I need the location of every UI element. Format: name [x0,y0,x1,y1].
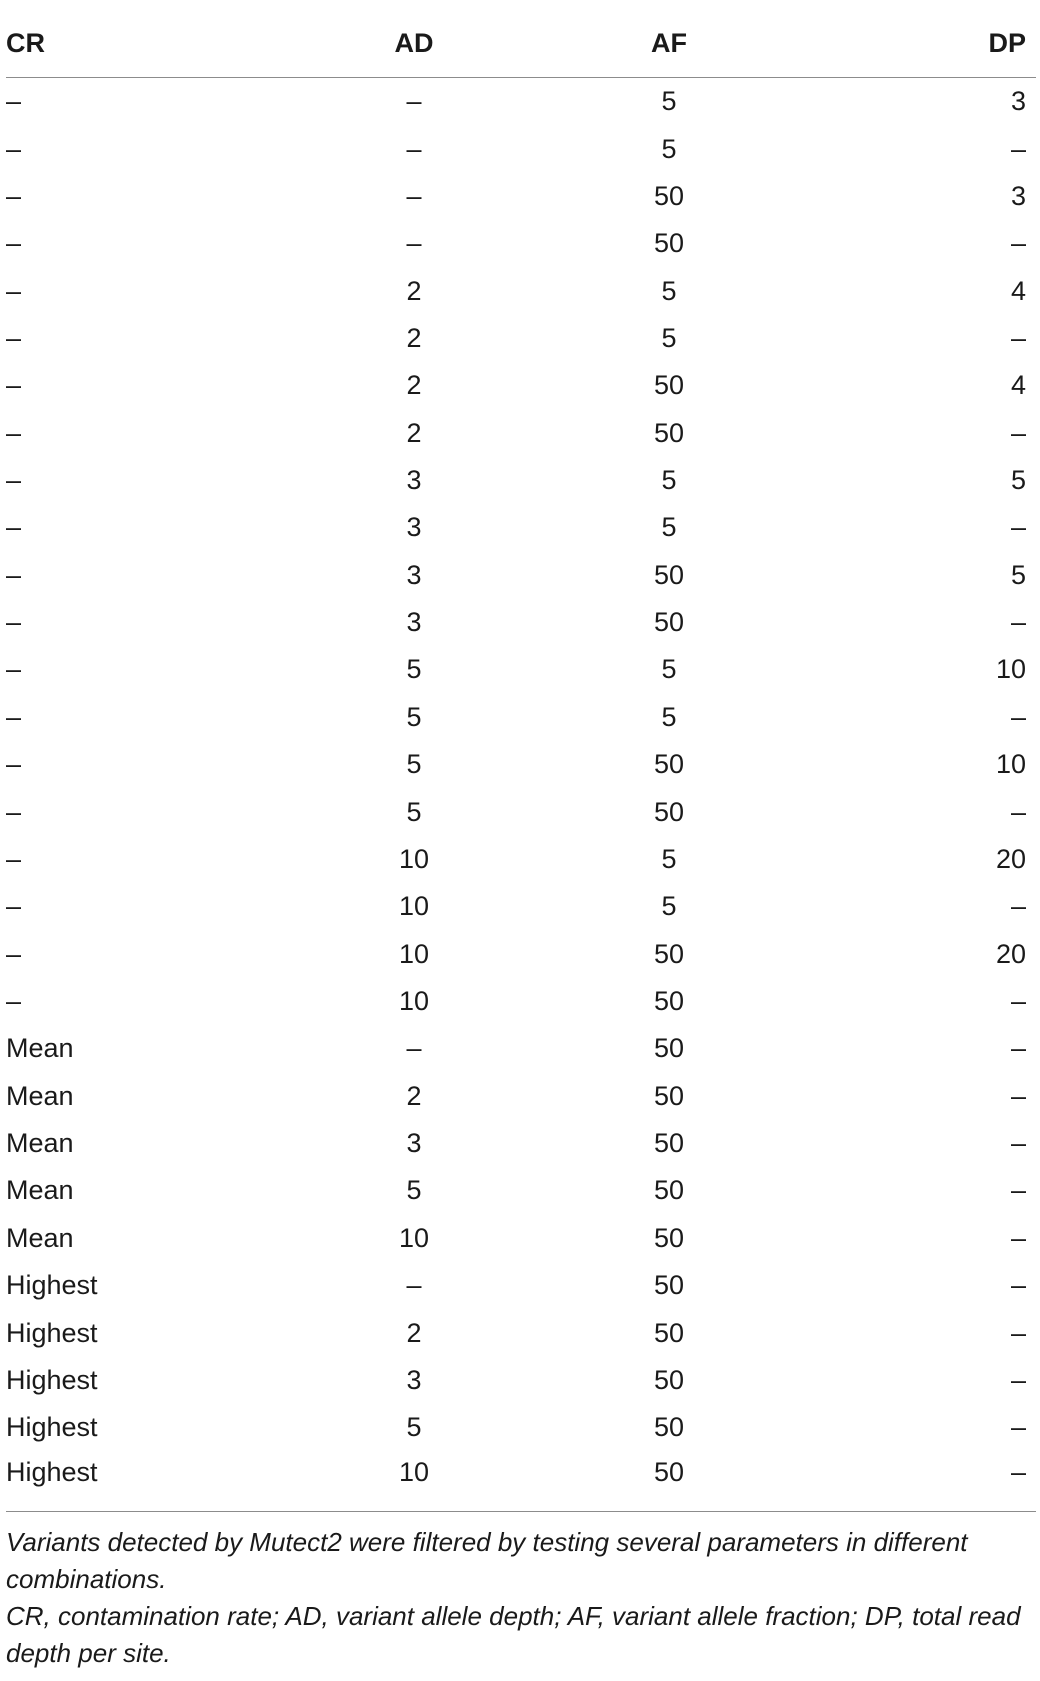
cell-dp: 20 [995,938,1026,969]
cell-af: 50 [654,1175,685,1206]
cell-ad: 2 [406,370,422,401]
table-row [6,362,1036,409]
cell-cr: Highest [6,1451,312,1512]
cell-cr: Mean [6,1222,74,1253]
cell-ad: 10 [399,938,430,969]
cell-dp: – [1010,417,1026,448]
cell-ad: – [406,86,422,117]
table-row [6,552,1036,599]
cell-dp: – [1010,228,1026,259]
table-row [6,504,1036,551]
cell-dp: – [1010,891,1026,922]
cell-ad: 3 [406,1364,422,1395]
cell-dp: – [1010,607,1026,638]
cell-dp: – [1010,1128,1026,1159]
table-row [6,788,1036,835]
table-row [6,978,1036,1025]
table-row [6,1309,1036,1356]
cell-ad: – [406,180,422,211]
cell-af: 5 [661,465,677,496]
table-row [6,599,1036,646]
cell-dp: 20 [995,843,1026,874]
cell-ad: 5 [406,701,422,732]
cell-ad: 2 [406,1080,422,1111]
cell-ad: 2 [406,322,422,353]
table-row [6,1167,1036,1214]
cell-cr: – [6,654,22,685]
table-row [6,741,1036,788]
cell-ad: 3 [406,559,422,590]
cell-ad: 5 [406,796,422,827]
cell-af: 50 [654,180,685,211]
cell-cr: – [6,843,22,874]
cell-af: 50 [654,1033,685,1064]
cell-af: 50 [654,1364,685,1395]
header-af: AF [516,10,822,78]
cell-dp: – [1010,796,1026,827]
cell-cr: Highest [6,1270,98,1301]
cell-ad: 10 [399,843,430,874]
cell-cr: Highest [6,1364,98,1395]
cell-af: 50 [654,938,685,969]
cell-dp: – [1010,1364,1026,1395]
table-row [6,173,1036,220]
table-row [6,1215,1036,1262]
cell-ad: 10 [399,986,430,1016]
cell-af: 50 [654,1128,685,1159]
cell-cr: – [6,86,22,117]
table-body [6,78,1036,1512]
cell-dp: – [1010,701,1026,732]
table-header [6,10,1036,78]
cell-cr: – [6,417,22,448]
cell-ad: 5 [406,1412,422,1443]
cell-af: 5 [661,133,677,164]
cell-cr: – [6,133,22,164]
cell-ad: 3 [406,1128,422,1159]
cell-cr: – [6,749,22,780]
parameters-table [6,10,1036,1512]
cell-cr: – [6,559,22,590]
cell-cr: Highest [6,1412,98,1443]
table-row [6,267,1036,314]
cell-af: 50 [654,1270,685,1301]
cell-dp: – [1010,1317,1026,1348]
cell-cr: Mean [6,1128,74,1159]
cell-cr: – [6,322,22,353]
cell-ad: 3 [406,607,422,638]
cell-af: 50 [654,749,685,780]
table-row [6,694,1036,741]
cell-cr: – [6,701,22,732]
table-row [6,1073,1036,1120]
table-row [6,315,1036,362]
cell-ad: 2 [406,275,422,306]
cell-ad: 10 [399,891,430,922]
cell-cr: – [6,180,22,211]
cell-cr: – [6,275,22,306]
cell-dp: – [1010,1080,1026,1111]
cell-cr: – [6,938,22,969]
cell-cr: – [6,796,22,827]
cell-dp: 10 [995,654,1026,685]
cell-dp: – [1010,1222,1026,1253]
cell-dp: – [1010,1412,1026,1443]
cell-ad: 2 [406,417,422,448]
table-row [6,1262,1036,1309]
table-row [6,457,1036,504]
cell-af: 50 [654,1222,685,1253]
cell-ad: 10 [399,1222,430,1253]
cell-dp: 4 [1010,275,1026,306]
cell-af: 5 [661,322,677,353]
cell-cr: Mean [6,1033,74,1064]
footnote-description: Variants detected by Mutect2 were filtered by testing several parameters in different combinations. [6,1527,968,1594]
cell-af: 50 [654,1080,685,1111]
cell-af: 50 [654,370,685,401]
cell-cr: Mean [6,1175,74,1206]
cell-ad: 10 [312,1451,516,1512]
cell-dp: 3 [1010,180,1026,211]
cell-af: 5 [661,275,677,306]
footnote-abbreviations: CR, contamination rate; AD, variant allele depth; AF, variant allele fraction; DP, total read depth per site. [6,1601,1021,1668]
cell-af: 5 [661,654,677,685]
cell-ad: 5 [406,1175,422,1206]
table-row [6,1451,1036,1512]
cell-dp: 3 [1010,86,1026,117]
cell-cr: – [6,986,22,1016]
cell-ad: – [406,1033,422,1064]
cell-ad: – [406,1270,422,1301]
cell-dp: – [1010,1033,1026,1064]
cell-dp: – [1010,133,1026,164]
cell-ad: – [406,228,422,259]
table-row [6,646,1036,693]
table-row [6,220,1036,267]
cell-af: 50 [654,1317,685,1348]
table-footnotes [6,1524,1036,1672]
header-dp: DP [822,10,1036,78]
cell-cr: Mean [6,1080,74,1111]
cell-dp: – [822,1451,1036,1512]
table-row [6,1357,1036,1404]
cell-ad: 3 [406,465,422,496]
cell-dp: 10 [995,749,1026,780]
cell-af: 50 [654,1412,685,1443]
cell-af: 50 [516,1451,822,1512]
cell-dp: – [1010,512,1026,543]
table-row [6,836,1036,883]
cell-cr: – [6,465,22,496]
cell-dp: 5 [1010,559,1026,590]
cell-af: 50 [654,559,685,590]
cell-cr: – [6,891,22,922]
cell-ad: 3 [406,512,422,543]
cell-dp: 4 [1010,370,1026,401]
cell-dp: – [1010,986,1026,1016]
cell-af: 50 [654,228,685,259]
table-row [6,1120,1036,1167]
cell-af: 5 [661,701,677,732]
table-row [6,1025,1036,1072]
cell-af: 50 [654,986,685,1016]
cell-dp: – [1010,322,1026,353]
table-row [6,883,1036,930]
header-row [6,10,1036,78]
cell-cr: – [6,512,22,543]
cell-af: 5 [661,86,677,117]
cell-dp: – [1010,1270,1026,1301]
header-ad: AD [312,10,516,78]
cell-cr: – [6,228,22,259]
cell-dp: 5 [1010,465,1026,496]
cell-af: 5 [661,843,677,874]
cell-dp: – [1010,1175,1026,1206]
cell-cr: – [6,607,22,638]
cell-ad: 5 [406,654,422,685]
cell-af: 50 [654,607,685,638]
cell-ad: – [406,133,422,164]
cell-cr: Highest [6,1317,98,1348]
cell-cr: – [6,370,22,401]
table-row [6,930,1036,977]
cell-af: 50 [654,417,685,448]
cell-af: 5 [661,891,677,922]
cell-ad: 5 [406,749,422,780]
header-cr: CR [6,10,312,78]
table-row [6,78,1036,126]
cell-ad: 2 [406,1317,422,1348]
cell-af: 50 [654,796,685,827]
table-row [6,1404,1036,1451]
cell-af: 5 [661,512,677,543]
table-row [6,125,1036,172]
table-row [6,410,1036,457]
